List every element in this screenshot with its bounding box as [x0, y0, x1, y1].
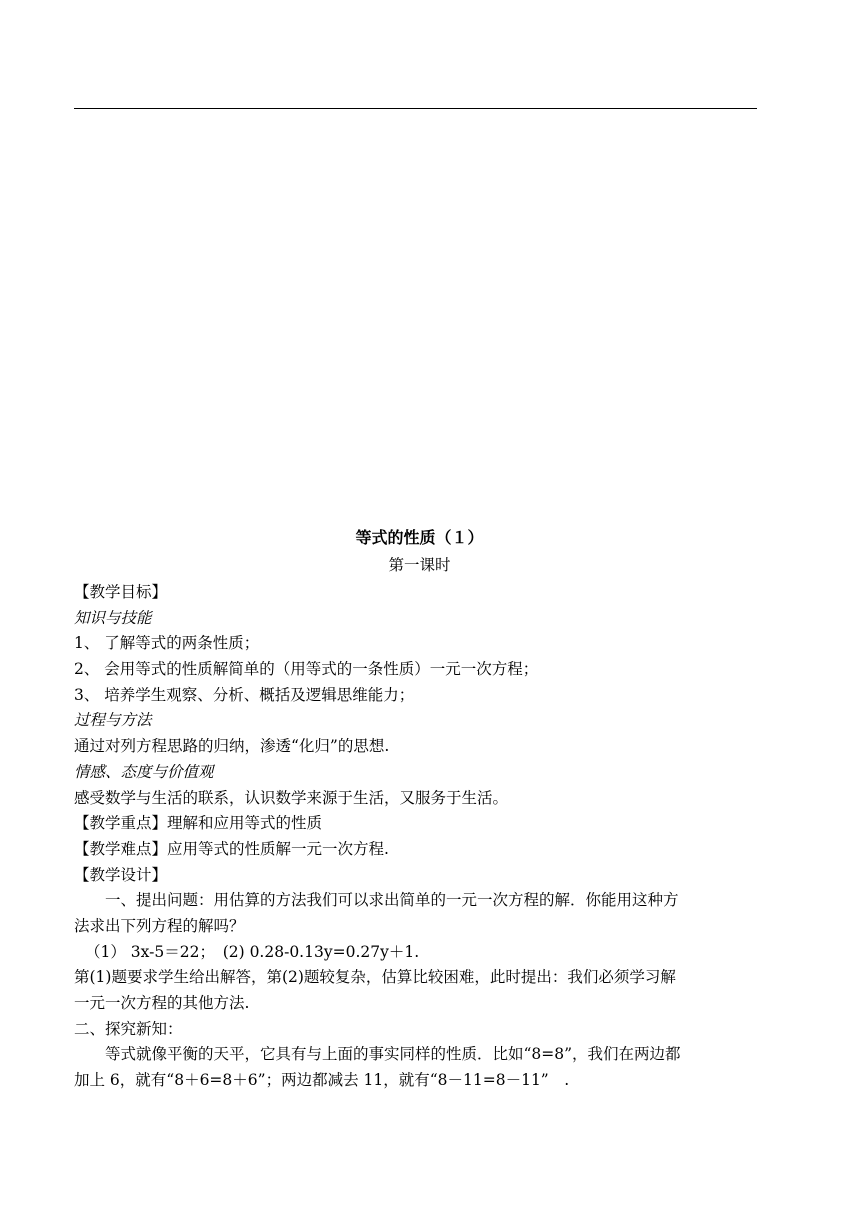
difficulty: 【教学难点】应用等式的性质解一元一次方程.: [74, 839, 389, 858]
doc-subtitle: 第一课时: [388, 556, 451, 574]
paragraph-line: 一、提出问题：用估算的方法我们可以求出简单的一元一次方程的解．你能用这种方: [105, 891, 679, 910]
header-rule: [74, 108, 757, 109]
paragraph-line: 一元一次方程的其他方法.: [74, 994, 250, 1012]
emotion-text: 感受数学与生活的联系，认识数学来源于生活，又服务于生活。: [74, 788, 509, 807]
paragraph-line: 等式就像平衡的天平，它具有与上面的事实同样的性质．比如“8=8”，我们在两边都: [105, 1045, 681, 1064]
key-point: 【教学重点】理解和应用等式的性质: [74, 814, 323, 833]
process-heading: 过程与方法: [74, 711, 152, 730]
emotion-heading: 情感、态度与价值观: [74, 762, 214, 781]
doc-title: 等式的性质（１）: [355, 528, 484, 547]
section-heading: 二、探究新知：: [74, 1019, 183, 1038]
process-text: 通过对列方程思路的归纳，渗透“化归”的思想.: [74, 737, 390, 756]
knowledge-heading: 知识与技能: [74, 608, 152, 627]
goal-item: 1、 了解等式的两条性质；: [74, 634, 260, 653]
design-heading: 【教学设计】: [74, 865, 168, 884]
paragraph-line: 法求出下列方程的解吗？: [74, 916, 245, 935]
goal-item: 3、 培养学生观察、分析、概括及逻辑思维能力；: [74, 685, 415, 704]
goal-item: 2、 会用等式的性质解简单的（用等式的一条性质）一元一次方程；: [74, 660, 539, 679]
equations: （1） 3x-5＝22； (2) 0.28-0.13y=0.27y＋1.: [85, 942, 420, 961]
paragraph-line: 第(1)题要求学生给出解答，第(2)题较复杂，估算比较困难，此时提出：我们必须学习解: [74, 968, 676, 987]
paragraph-line: 加上 6，就有“8＋6=8＋6”；两边都减去 11，就有“8－11=8－11” .: [74, 1071, 570, 1090]
document-body: [74, 526, 757, 1094]
goals-heading: 【教学目标】: [74, 583, 168, 601]
